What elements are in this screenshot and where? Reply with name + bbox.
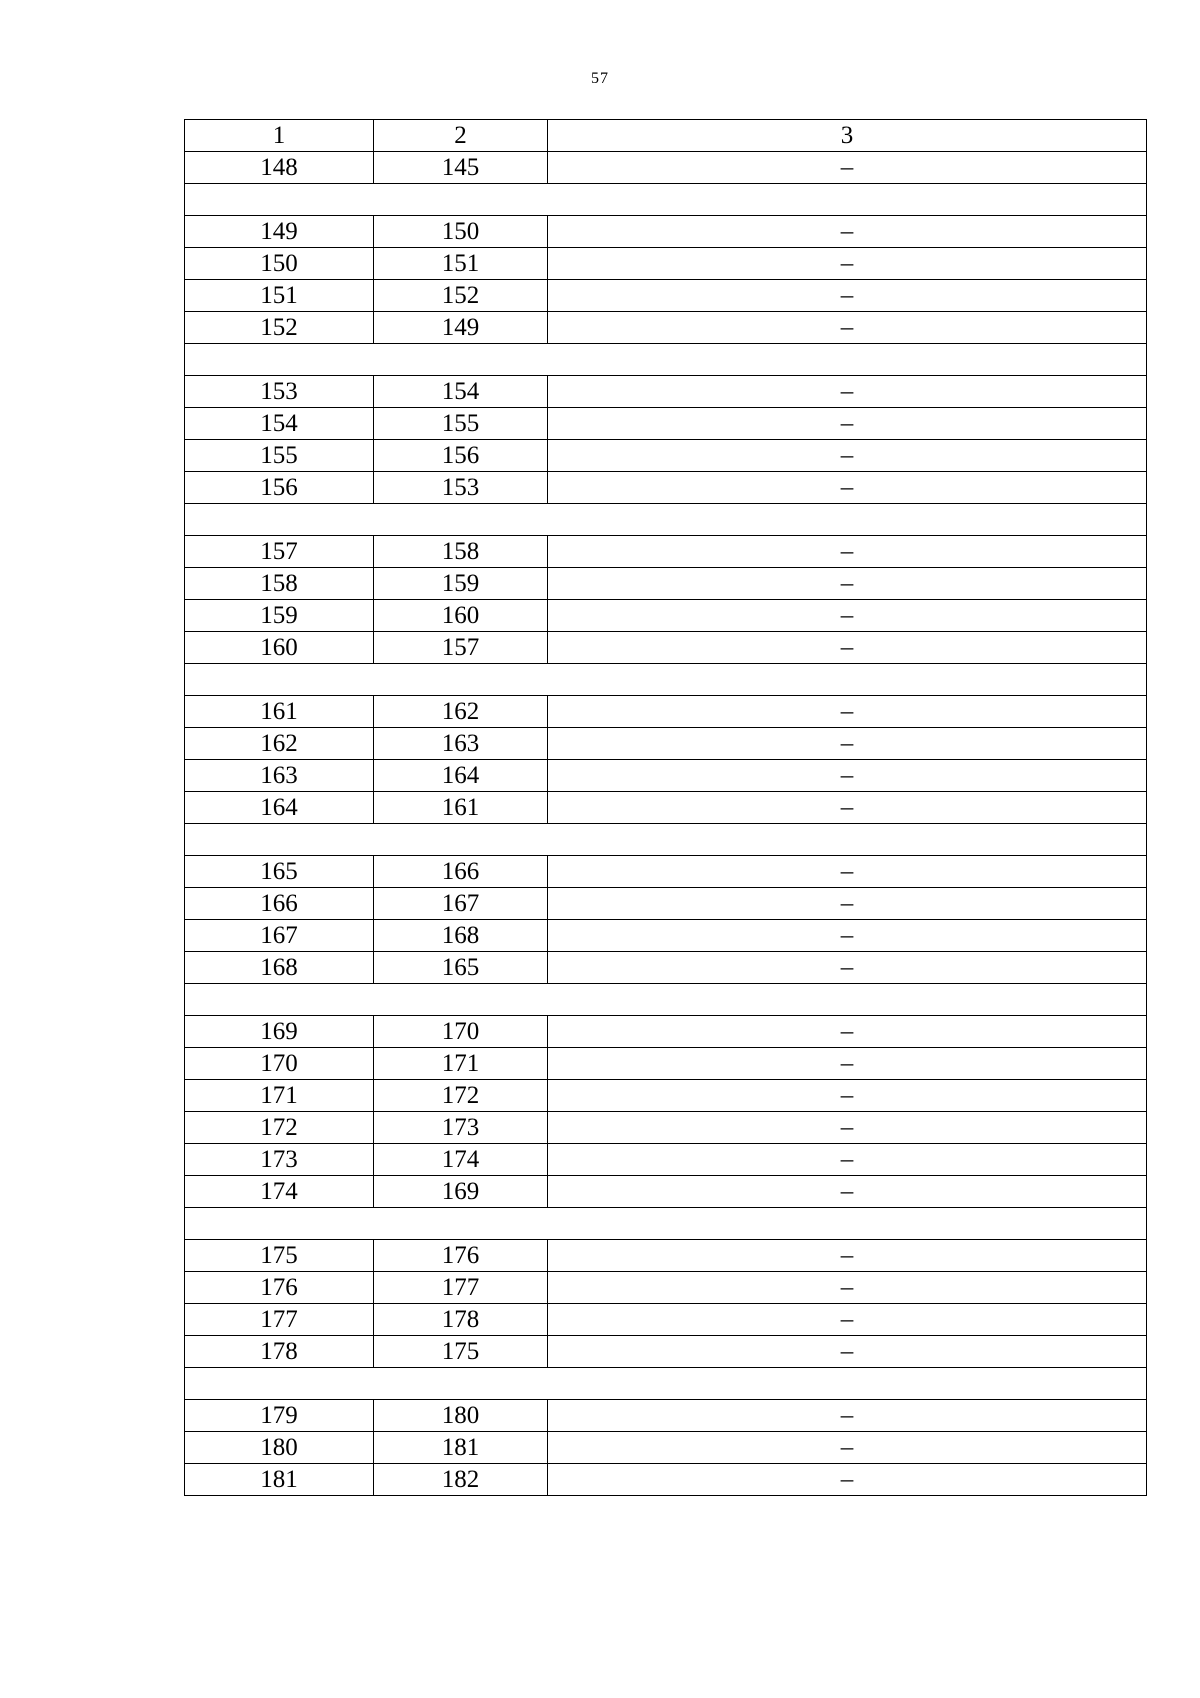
table-cell: 169 — [374, 1176, 548, 1208]
table-cell: 174 — [374, 1144, 548, 1176]
table-cell: 155 — [185, 440, 374, 472]
table-row — [185, 1464, 1147, 1496]
table-row — [185, 632, 1147, 664]
table-row — [185, 1144, 1147, 1176]
dash-cell: – — [548, 1432, 1147, 1464]
table-cell: 158 — [374, 536, 548, 568]
table-cell: 163 — [185, 760, 374, 792]
table-row — [185, 728, 1147, 760]
table-cell: 145 — [374, 152, 548, 184]
dash-cell: – — [548, 1144, 1147, 1176]
group-separator-row — [185, 184, 1147, 216]
table-cell: 149 — [185, 216, 374, 248]
table-row — [185, 1080, 1147, 1112]
table-cell: 150 — [374, 216, 548, 248]
table-row — [185, 312, 1147, 344]
dash-cell: – — [548, 1112, 1147, 1144]
group-separator-row — [185, 1368, 1147, 1400]
table-row — [185, 280, 1147, 312]
column-header: 3 — [548, 120, 1147, 152]
table-cell: 159 — [185, 600, 374, 632]
empty-cell — [185, 824, 1147, 856]
table-row — [185, 248, 1147, 280]
dash-cell: – — [548, 376, 1147, 408]
table-cell: 166 — [185, 888, 374, 920]
table-cell: 175 — [185, 1240, 374, 1272]
empty-cell — [185, 1368, 1147, 1400]
table-row — [185, 536, 1147, 568]
table-cell: 153 — [374, 472, 548, 504]
empty-cell — [185, 1208, 1147, 1240]
table-cell: 177 — [374, 1272, 548, 1304]
table-cell: 173 — [374, 1112, 548, 1144]
table-cell: 159 — [374, 568, 548, 600]
table-cell: 162 — [185, 728, 374, 760]
table-cell: 170 — [374, 1016, 548, 1048]
dash-cell: – — [548, 1080, 1147, 1112]
group-separator-row — [185, 504, 1147, 536]
table-cell: 148 — [185, 152, 374, 184]
dash-cell: – — [548, 248, 1147, 280]
table-cell: 163 — [374, 728, 548, 760]
table-row — [185, 152, 1147, 184]
table-row — [185, 792, 1147, 824]
table-cell: 170 — [185, 1048, 374, 1080]
dash-cell: – — [548, 1336, 1147, 1368]
table-row — [185, 1304, 1147, 1336]
table-row — [185, 1336, 1147, 1368]
table-cell: 169 — [185, 1016, 374, 1048]
group-separator-row — [185, 824, 1147, 856]
dash-cell: – — [548, 568, 1147, 600]
dash-cell: – — [548, 1240, 1147, 1272]
table-cell: 160 — [374, 600, 548, 632]
dash-cell: – — [548, 632, 1147, 664]
group-separator-row — [185, 664, 1147, 696]
dash-cell: – — [548, 920, 1147, 952]
dash-cell: – — [548, 408, 1147, 440]
table-cell: 151 — [185, 280, 374, 312]
dash-cell: – — [548, 1304, 1147, 1336]
table-cell: 167 — [185, 920, 374, 952]
table-cell: 152 — [185, 312, 374, 344]
table-cell: 165 — [185, 856, 374, 888]
table-cell: 150 — [185, 248, 374, 280]
table-row — [185, 1048, 1147, 1080]
table-cell: 181 — [185, 1464, 374, 1496]
table-cell: 161 — [185, 696, 374, 728]
dash-cell: – — [548, 696, 1147, 728]
table-cell: 156 — [185, 472, 374, 504]
table-row — [185, 1272, 1147, 1304]
dash-cell: – — [548, 312, 1147, 344]
table-row — [185, 568, 1147, 600]
table-row — [185, 472, 1147, 504]
table-cell: 165 — [374, 952, 548, 984]
table-cell: 178 — [374, 1304, 548, 1336]
dash-cell: – — [548, 152, 1147, 184]
dash-cell: – — [548, 472, 1147, 504]
table-cell: 173 — [185, 1144, 374, 1176]
empty-cell — [185, 184, 1147, 216]
table-row — [185, 1112, 1147, 1144]
data-table — [184, 119, 1147, 1496]
dash-cell: – — [548, 1464, 1147, 1496]
dash-cell: – — [548, 1400, 1147, 1432]
dash-cell: – — [548, 440, 1147, 472]
table-cell: 172 — [374, 1080, 548, 1112]
table-cell: 149 — [374, 312, 548, 344]
table-cell: 176 — [185, 1272, 374, 1304]
dash-cell: – — [548, 1016, 1147, 1048]
dash-cell: – — [548, 280, 1147, 312]
table-cell: 171 — [374, 1048, 548, 1080]
table-cell: 179 — [185, 1400, 374, 1432]
table-cell: 176 — [374, 1240, 548, 1272]
dash-cell: – — [548, 536, 1147, 568]
page-number: 57 — [591, 70, 609, 87]
table-row — [185, 376, 1147, 408]
table-row — [185, 952, 1147, 984]
dash-cell: – — [548, 952, 1147, 984]
table-cell: 177 — [185, 1304, 374, 1336]
table-cell: 180 — [185, 1432, 374, 1464]
group-separator-row — [185, 344, 1147, 376]
table-row — [185, 1240, 1147, 1272]
table-cell: 181 — [374, 1432, 548, 1464]
dash-cell: – — [548, 792, 1147, 824]
table-cell: 157 — [374, 632, 548, 664]
table-row — [185, 408, 1147, 440]
table-header-row — [185, 120, 1147, 152]
table-cell: 157 — [185, 536, 374, 568]
empty-cell — [185, 504, 1147, 536]
table-cell: 151 — [374, 248, 548, 280]
table-cell: 162 — [374, 696, 548, 728]
table-row — [185, 1400, 1147, 1432]
table-cell: 171 — [185, 1080, 374, 1112]
table-row — [185, 888, 1147, 920]
table-row — [185, 600, 1147, 632]
group-separator-row — [185, 1208, 1147, 1240]
table-row — [185, 1432, 1147, 1464]
table-cell: 158 — [185, 568, 374, 600]
table-row — [185, 920, 1147, 952]
table-cell: 161 — [374, 792, 548, 824]
empty-cell — [185, 664, 1147, 696]
group-separator-row — [185, 984, 1147, 1016]
dash-cell: – — [548, 216, 1147, 248]
table-row — [185, 1176, 1147, 1208]
table-cell: 154 — [374, 376, 548, 408]
table-cell: 180 — [374, 1400, 548, 1432]
table-cell: 172 — [185, 1112, 374, 1144]
table-row — [185, 856, 1147, 888]
table-cell: 178 — [185, 1336, 374, 1368]
dash-cell: – — [548, 760, 1147, 792]
table-cell: 182 — [374, 1464, 548, 1496]
table-cell: 175 — [374, 1336, 548, 1368]
table-cell: 154 — [185, 408, 374, 440]
dash-cell: – — [548, 856, 1147, 888]
table-cell: 155 — [374, 408, 548, 440]
table-row — [185, 216, 1147, 248]
table-cell: 156 — [374, 440, 548, 472]
empty-cell — [185, 344, 1147, 376]
table-row — [185, 760, 1147, 792]
dash-cell: – — [548, 600, 1147, 632]
table-cell: 164 — [185, 792, 374, 824]
dash-cell: – — [548, 1176, 1147, 1208]
table-cell: 167 — [374, 888, 548, 920]
table-row — [185, 696, 1147, 728]
table-cell: 160 — [185, 632, 374, 664]
column-header: 1 — [185, 120, 374, 152]
empty-cell — [185, 984, 1147, 1016]
column-header: 2 — [374, 120, 548, 152]
dash-cell: – — [548, 1048, 1147, 1080]
dash-cell: – — [548, 728, 1147, 760]
table-cell: 152 — [374, 280, 548, 312]
dash-cell: – — [548, 1272, 1147, 1304]
table-body — [185, 120, 1147, 1496]
table-cell: 168 — [185, 952, 374, 984]
table-cell: 174 — [185, 1176, 374, 1208]
table-cell: 168 — [374, 920, 548, 952]
table-cell: 166 — [374, 856, 548, 888]
table-cell: 153 — [185, 376, 374, 408]
dash-cell: – — [548, 888, 1147, 920]
table-row — [185, 440, 1147, 472]
table-row — [185, 1016, 1147, 1048]
table-cell: 164 — [374, 760, 548, 792]
